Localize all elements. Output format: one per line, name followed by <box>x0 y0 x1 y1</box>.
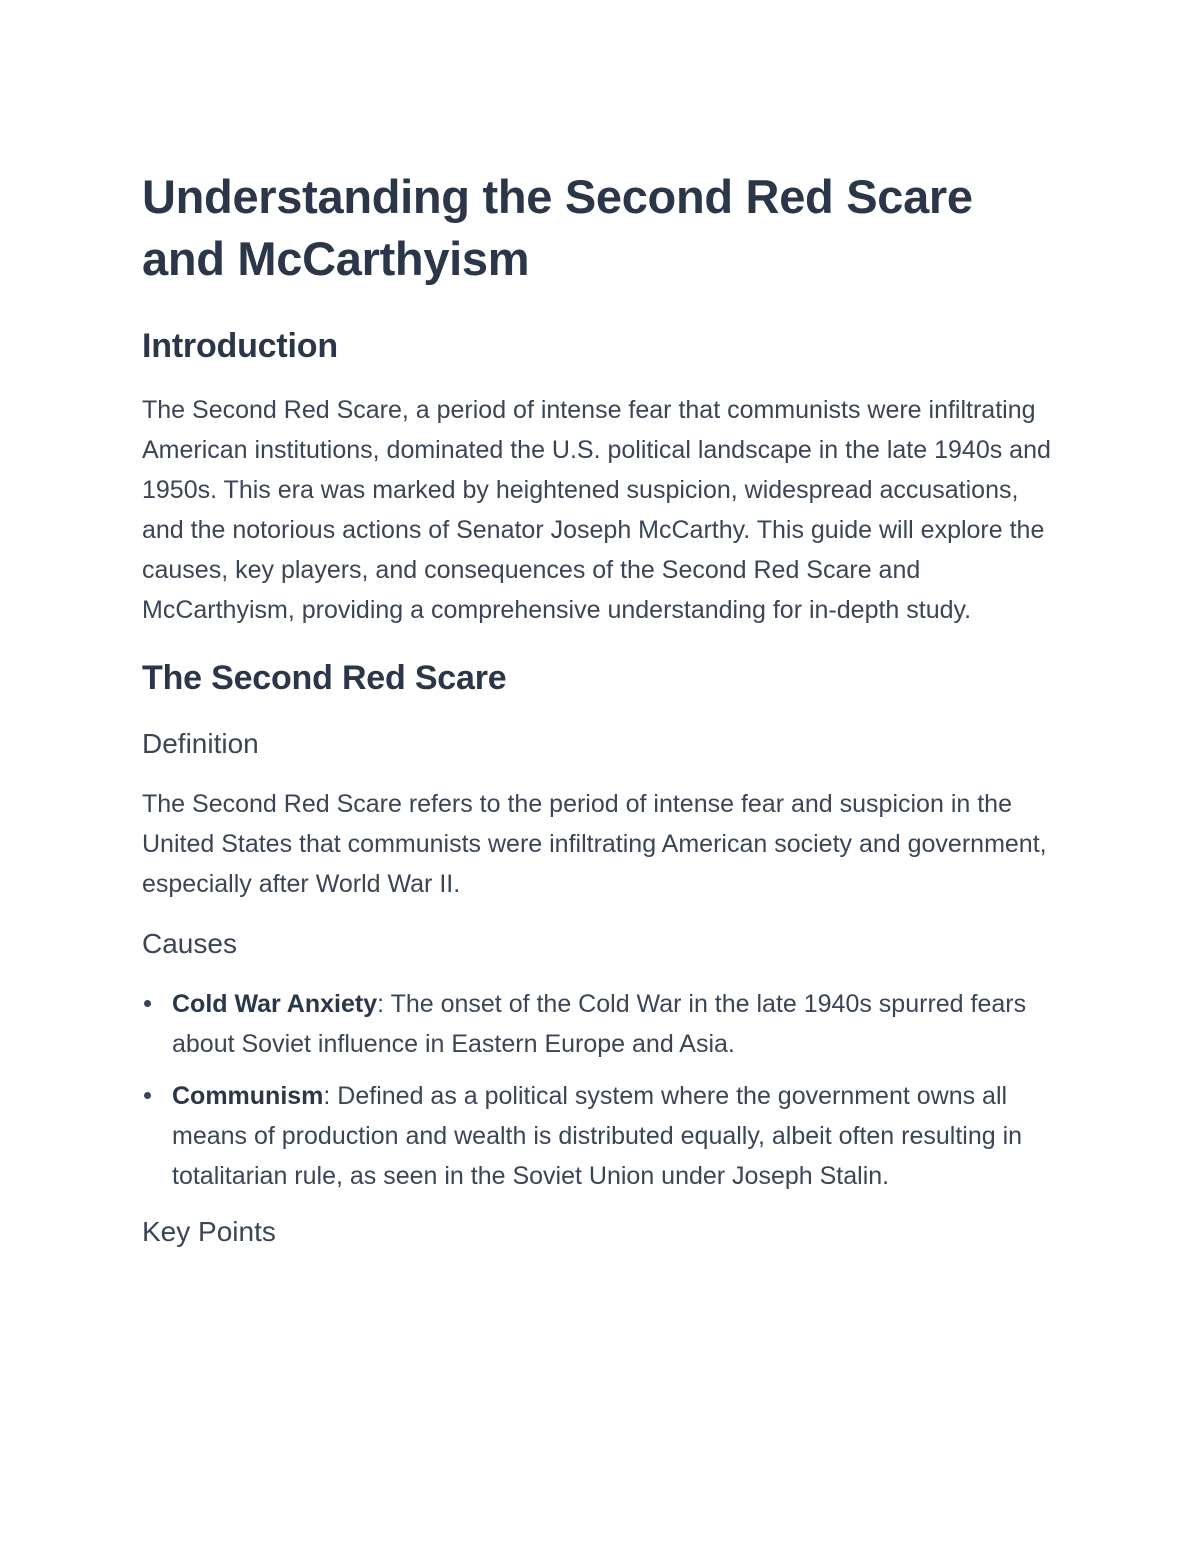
second-red-scare-heading: The Second Red Scare <box>142 659 507 697</box>
definition-paragraph: The Second Red Scare refers to the period of intense fear and suspicion in the United States that communists were infiltrating American society and government, especially after World War II. <box>142 790 1047 898</box>
causes-list <box>142 984 1062 1196</box>
cause-description: : The onset of the Cold War in the late 1940s spurred fears about Soviet influence in Eastern Europe and Asia. <box>172 990 1027 1058</box>
document-page <box>142 160 1062 1250</box>
cause-description: : Defined as a political system where the government owns all means of production and wealth is distributed equally, albeit often resulting in totalitarian rule, as seen in the Soviet Union under Joseph Stalin. <box>172 1082 1023 1190</box>
document-title: Understanding the Second Red Scare and McCarthyism <box>142 170 973 285</box>
list-item <box>142 984 1062 1064</box>
bullet-icon <box>144 1092 151 1099</box>
key-points-heading: Key Points <box>142 1216 276 1247</box>
definition-heading: Definition <box>142 728 259 759</box>
introduction-heading: Introduction <box>142 327 338 365</box>
bullet-icon <box>144 1000 151 1007</box>
cause-term: Communism <box>172 1082 324 1110</box>
introduction-paragraph: The Second Red Scare, a period of intense fear that communists were infiltrating American institutions, dominated the U.S. political landscape in the late 1940s and 1950s. This era was marked by heightened suspicion, widespread accusations, and the notorious actions of Senator Joseph McCarthy. This guide will explore the causes, key players, and consequences of the Second Red Scare and McCarthyism, providing a comprehensive understanding for in-depth study. <box>142 396 1051 624</box>
causes-heading: Causes <box>142 928 237 959</box>
list-item <box>142 1076 1062 1196</box>
cause-term: Cold War Anxiety <box>172 990 378 1018</box>
